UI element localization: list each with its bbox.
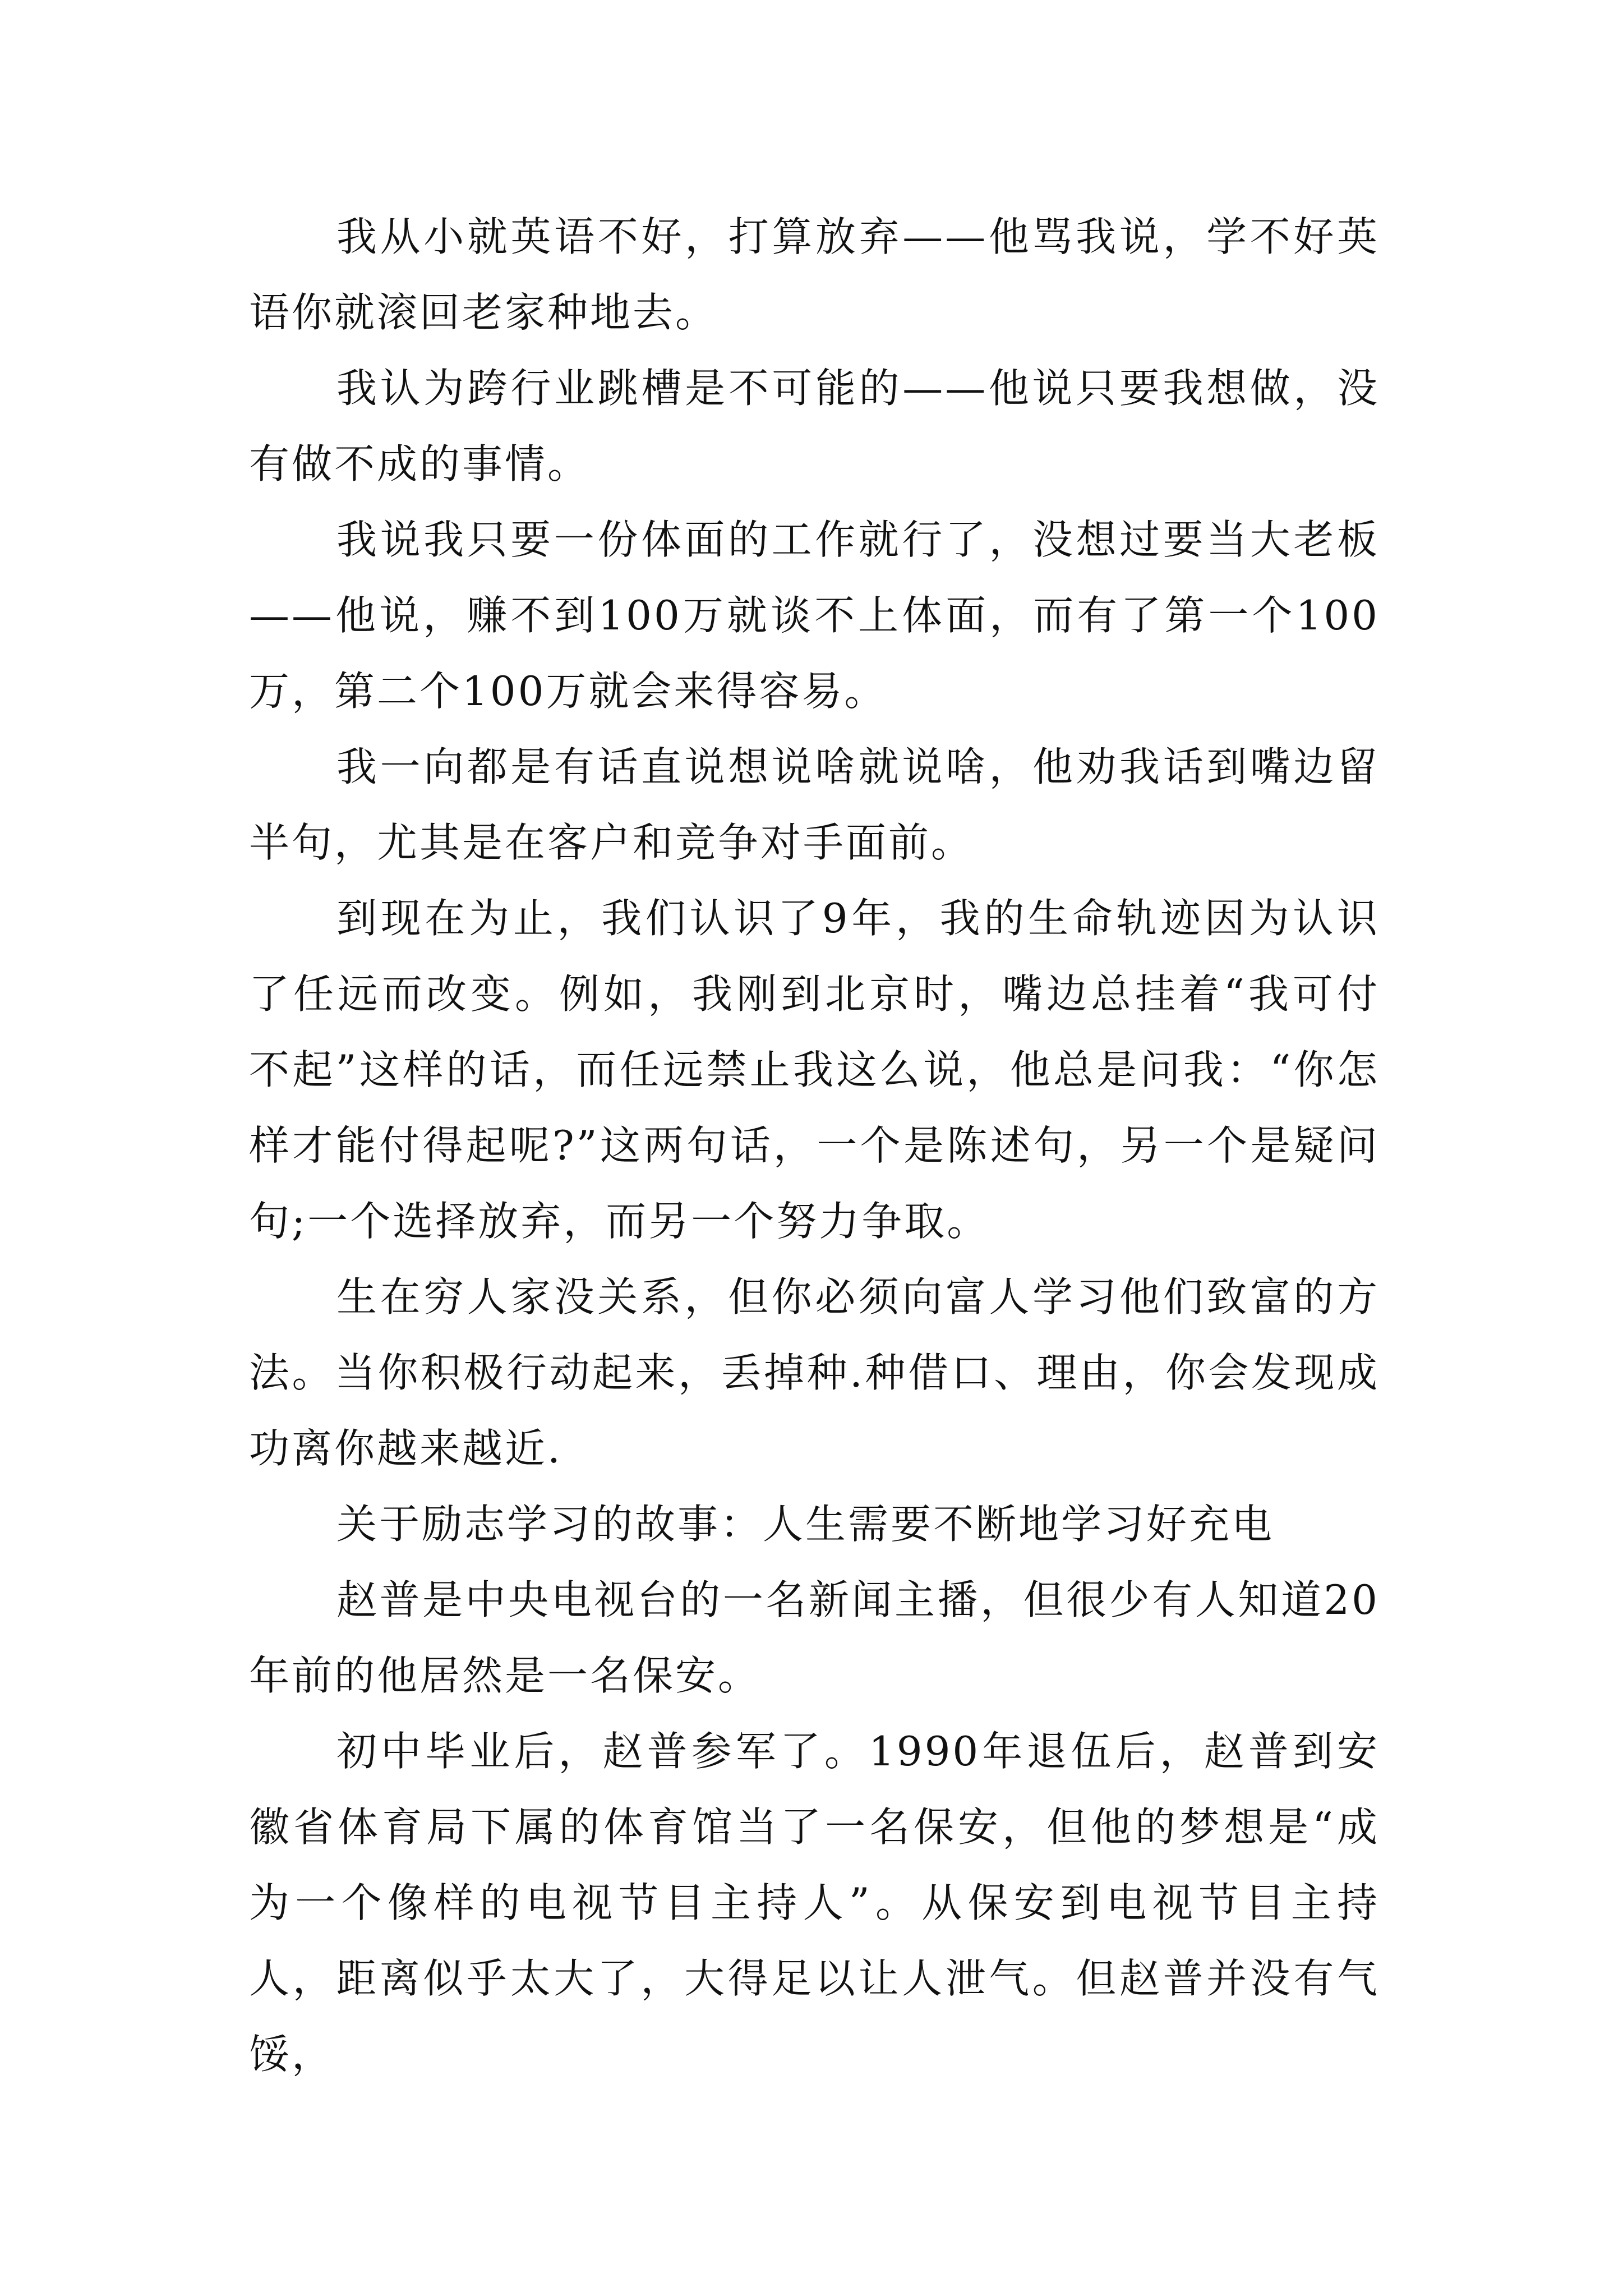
paragraph-speak-directly: 我一向都是有话直说想说啥就说啥，他劝我话到嘴边留半句，尤其是在客户和竞争对手面前。	[249, 743, 1380, 866]
section-heading: 关于励志学习的故事：人生需要不断地学习好充电	[336, 1501, 1275, 1548]
paragraph-zhao-pu-intro: 赵普是中央电视台的一名新闻主播，但很少有人知道20年前的他居然是一名保安。	[249, 1576, 1380, 1699]
paragraph-decent-job: 我说我只要一份体面的工作就行了，没想过要当大老板——他说，赚不到100万就谈不上体面，而有了第一个100万，第二个100万就会来得容易。	[249, 516, 1380, 715]
document-body	[249, 199, 1380, 2092]
paragraph-english-study: 我从小就英语不好，打算放弃——他骂我说，学不好英语你就滚回老家种地去。	[249, 213, 1380, 336]
paragraph-zhao-pu-story: 初中毕业后，赵普参军了。1990年退伍后，赵普到安徽省体育局下属的体育馆当了一名保安，但他的梦想是“成为一个像样的电视节目主持人”。从保安到电视节目主持人，距离似乎太大了，大得足以让人泄气。但赵普并没有气馁，	[249, 1728, 1380, 2078]
paragraph-career-change: 我认为跨行业跳槽是不可能的——他说只要我想做，没有做不成的事情。	[249, 365, 1380, 487]
paragraph-learn-from-rich: 生在穷人家没关系，但你必须向富人学习他们致富的方法。当你积极行动起来，丢掉种.种借口、理由，你会发现成功离你越来越近.	[249, 1273, 1380, 1472]
paragraph-nine-years: 到现在为止，我们认识了9年，我的生命轨迹因为认识了任远而改变。例如，我刚到北京时，嘴边总挂着“我可付不起”这样的话，而任远禁止我这么说，他总是问我：“你怎样才能付得起呢?”这两句话，一个是陈述句，另一个是疑问句;一个选择放弃，而另一个努力争取。	[249, 895, 1380, 1245]
